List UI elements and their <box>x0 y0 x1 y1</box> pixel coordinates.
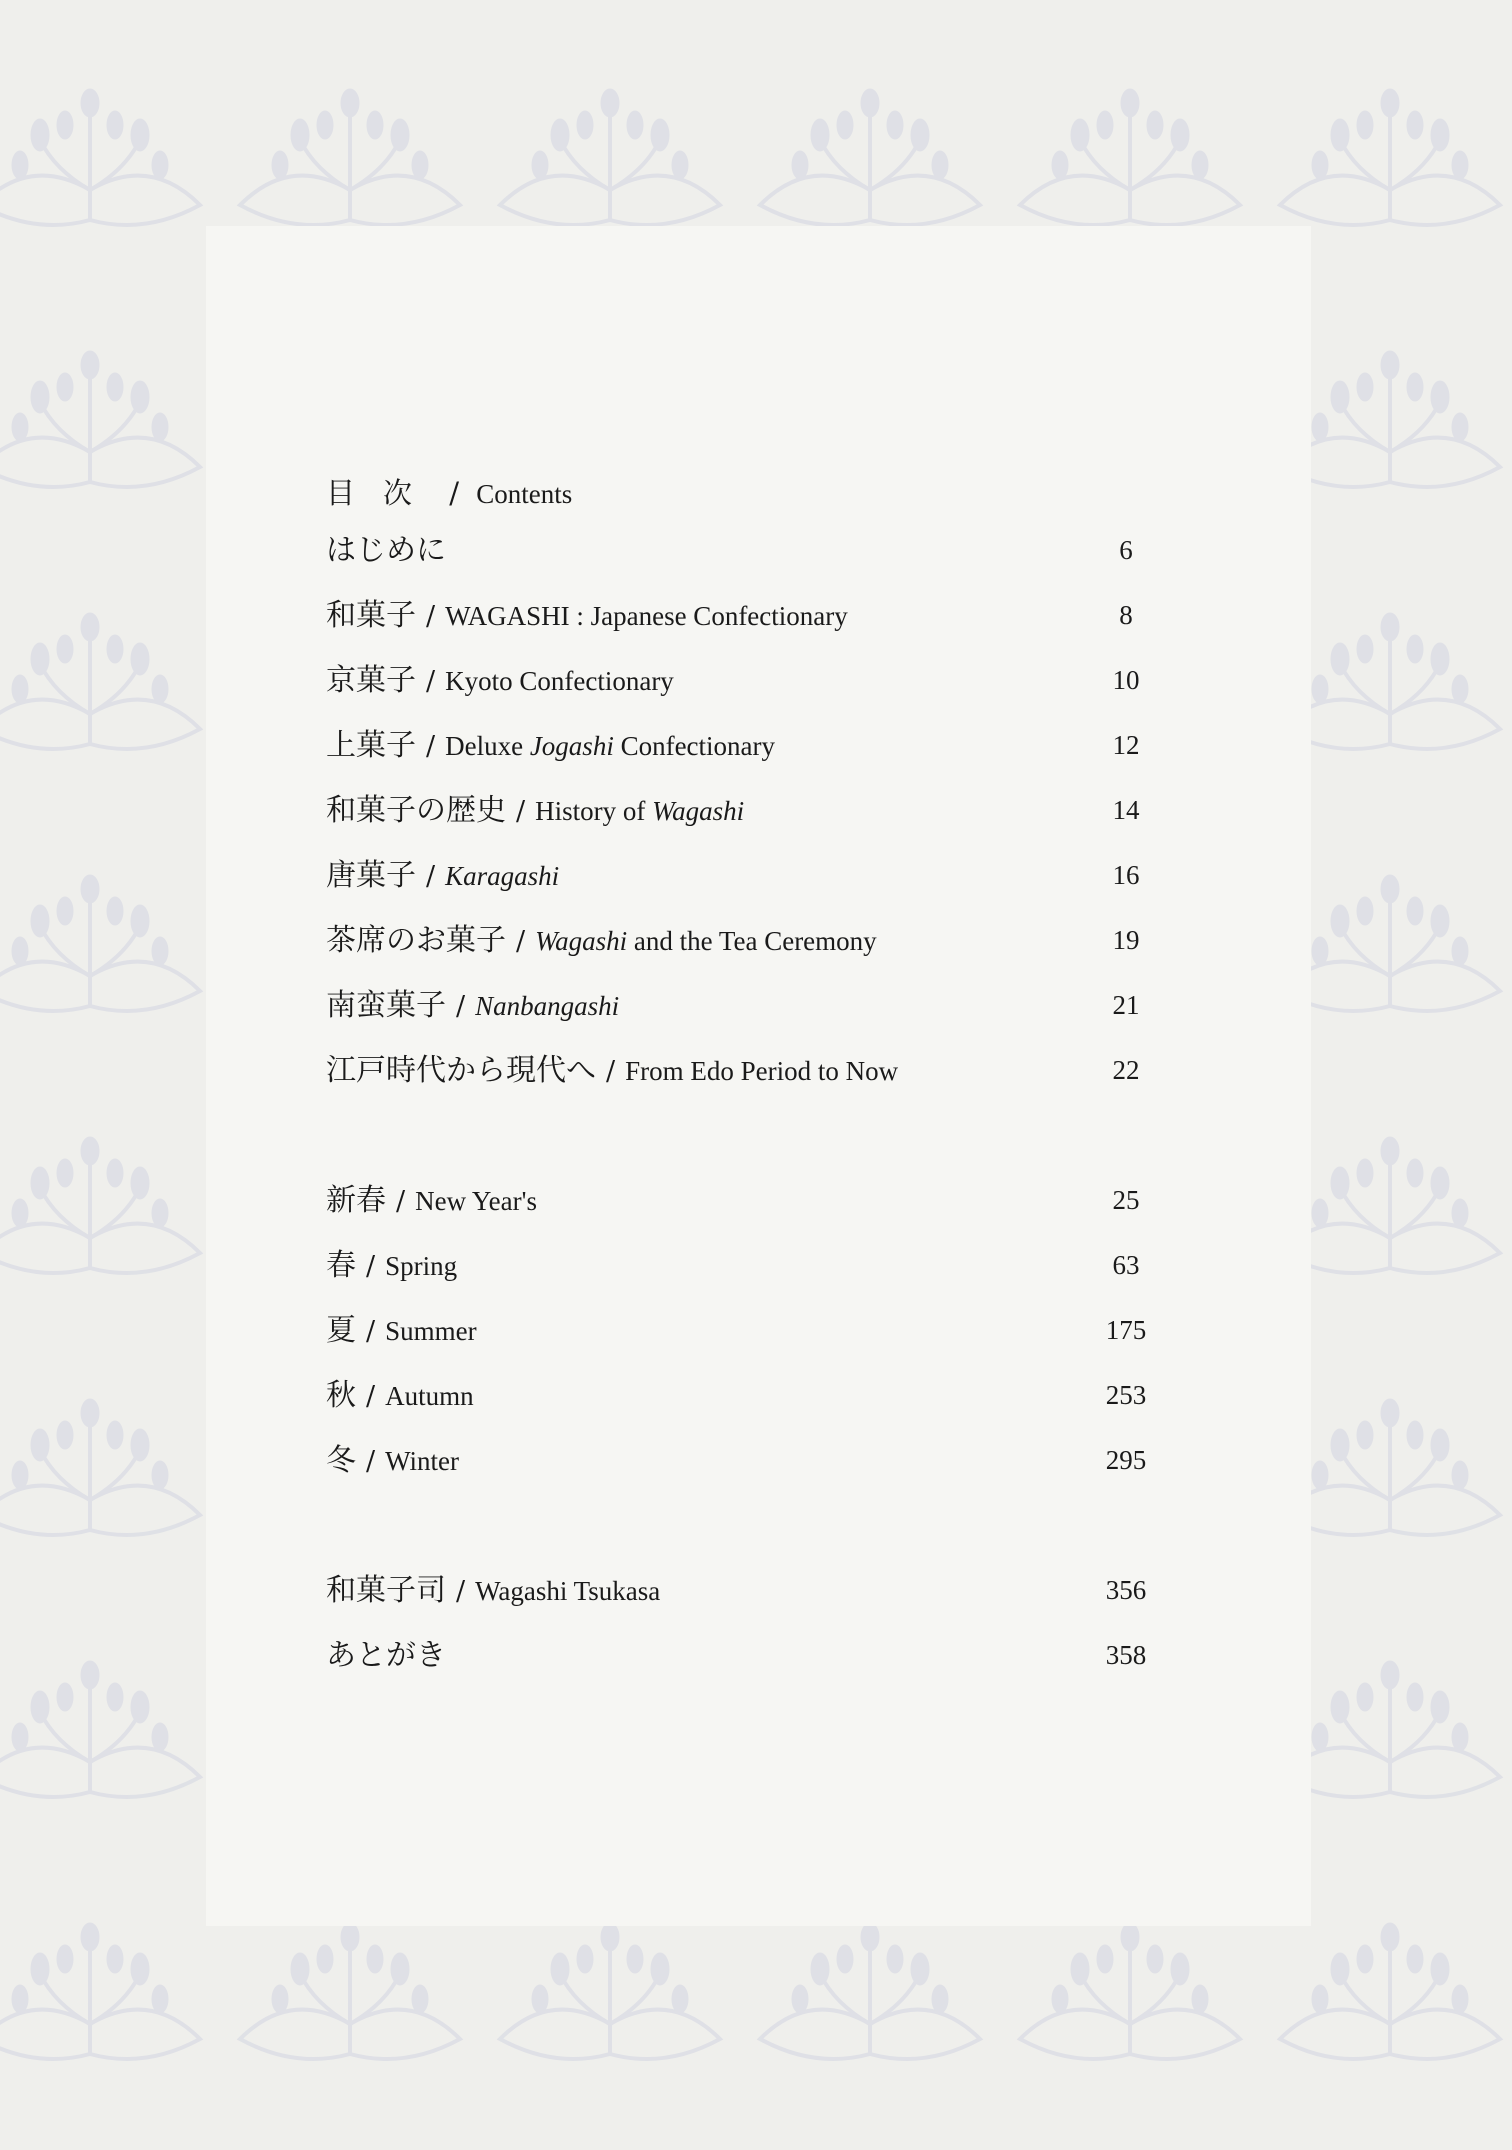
toc-entry-en <box>415 1186 537 1216</box>
toc-entry-page-number: 21 <box>1112 990 1140 1020</box>
toc-entry-title <box>326 1623 446 1688</box>
plant-fan-motif-icon <box>0 1923 200 2059</box>
toc-entry[interactable] <box>326 778 1186 843</box>
toc-entry-title <box>326 1298 477 1364</box>
toc-entry-title <box>326 843 559 909</box>
plant-fan-motif-icon <box>500 1923 720 2059</box>
toc-entry-title <box>326 713 775 779</box>
toc-entry[interactable] <box>326 1298 1186 1363</box>
toc-entry-jp: 唐菓子 <box>326 858 416 893</box>
toc-entry-jp: 秋 <box>326 1378 356 1413</box>
toc-entry-title <box>326 518 446 583</box>
toc-entry-separator: / <box>426 861 436 892</box>
toc-entry-separator: / <box>516 926 526 957</box>
toc-entry-jp: 江戸時代から現代へ <box>326 1053 596 1088</box>
plant-fan-motif-icon <box>1020 1923 1240 2059</box>
toc-entry-page-number: 175 <box>1105 1315 1147 1345</box>
toc-entry[interactable] <box>326 1038 1186 1103</box>
plant-fan-motif-icon <box>0 89 200 225</box>
toc-entry-en-italic: Karagashi <box>445 861 560 891</box>
toc-entry-page-number: 25 <box>1112 1185 1140 1215</box>
section-gap <box>326 1493 1186 1558</box>
toc-entry-separator: / <box>366 1316 376 1347</box>
toc-entry-jp: はじめに <box>326 533 446 568</box>
toc-entry-title <box>326 778 744 844</box>
toc-entry-title <box>326 973 619 1039</box>
plant-fan-motif-icon <box>760 1923 980 2059</box>
toc-entry[interactable] <box>326 1168 1186 1233</box>
plant-fan-motif-icon <box>1280 1923 1500 2059</box>
toc-entry-title <box>326 648 674 714</box>
toc-entry-en <box>445 731 775 761</box>
toc-entry-en-text: Confectionary <box>613 731 776 761</box>
toc-entry-en-italic: Wagashi <box>535 926 628 956</box>
toc-entry[interactable] <box>326 1428 1186 1493</box>
toc-entry-en-text: From Edo Period to Now <box>625 1056 899 1086</box>
toc-entry-jp: あとがき <box>326 1638 446 1673</box>
plant-fan-motif-icon <box>0 875 200 1011</box>
plant-fan-motif-icon <box>0 1137 200 1273</box>
toc-entry-en-text: and the Tea Ceremony <box>627 926 877 956</box>
toc-entry[interactable] <box>326 1363 1186 1428</box>
toc-entry-en-text: Kyoto Confectionary <box>445 666 674 696</box>
toc-entry-title <box>326 1038 898 1104</box>
toc-entry[interactable] <box>326 843 1186 908</box>
plant-fan-motif-icon <box>0 1661 200 1797</box>
toc-entry-page-number: 22 <box>1112 1055 1140 1085</box>
toc-entry-title <box>326 1168 537 1234</box>
toc-entry-separator: / <box>426 601 436 632</box>
toc-entry[interactable] <box>326 1233 1186 1298</box>
toc-entry-jp: 春 <box>326 1248 356 1283</box>
toc-entry-en <box>625 1056 898 1086</box>
toc-entry-jp: 上菓子 <box>326 728 416 763</box>
toc-entry[interactable] <box>326 583 1186 648</box>
toc-entry-page-number: 8 <box>1119 600 1133 630</box>
toc-entry-jp: 夏 <box>326 1313 356 1348</box>
section-gap <box>326 1103 1186 1168</box>
plant-fan-motif-icon <box>500 89 720 225</box>
plant-fan-motif-icon <box>240 89 460 225</box>
toc-entry-title <box>326 1558 660 1624</box>
toc-entry[interactable] <box>326 518 1186 583</box>
toc-entry-en-italic: Nanbangashi <box>475 991 620 1021</box>
toc-heading-separator: / <box>449 476 460 510</box>
toc-entry-en <box>475 991 619 1021</box>
toc-entry[interactable] <box>326 713 1186 778</box>
toc-entry-page-number: 10 <box>1112 665 1140 695</box>
toc-entry-separator: / <box>456 991 466 1022</box>
toc-entry-jp: 京菓子 <box>326 663 416 698</box>
toc-entry-page-number: 16 <box>1112 860 1140 890</box>
toc-entry-en <box>385 1251 457 1281</box>
plant-fan-motif-icon <box>1280 875 1500 1011</box>
toc-entry-jp: 和菓子の歴史 <box>326 793 506 828</box>
toc-entry-en-italic: Jogashi <box>529 731 614 761</box>
toc-entry[interactable] <box>326 1558 1186 1623</box>
toc-entry-jp: 和菓子司 <box>326 1573 446 1608</box>
toc-entry-separator: / <box>396 1186 406 1217</box>
toc-entry-jp: 和菓子 <box>326 598 416 633</box>
toc-entry-page-number: 6 <box>1119 535 1133 565</box>
toc-entry-en-text: New Year's <box>415 1186 537 1216</box>
toc-entry-page-number: 356 <box>1105 1575 1147 1605</box>
toc-entry[interactable] <box>326 1623 1186 1688</box>
toc-entry-en <box>445 666 674 696</box>
plant-fan-motif-icon <box>1020 89 1240 225</box>
toc-entry-en <box>535 926 877 956</box>
toc-entry-separator: / <box>426 731 436 762</box>
toc-body <box>326 518 1186 1688</box>
toc-entry-en <box>445 861 559 891</box>
toc-entry-separator: / <box>516 796 526 827</box>
toc-entry-page-number: 358 <box>1105 1640 1147 1670</box>
toc-entry-title <box>326 908 877 974</box>
plant-fan-motif-icon <box>1280 613 1500 749</box>
toc-entry-en <box>535 796 744 826</box>
toc-entry[interactable] <box>326 973 1186 1038</box>
toc-entry-en-text: WAGASHI : Japanese Confectionary <box>445 601 848 631</box>
toc-entry[interactable] <box>326 648 1186 713</box>
toc-entry-en <box>385 1446 459 1476</box>
plant-fan-motif-icon <box>760 89 980 225</box>
toc-entry[interactable] <box>326 908 1186 973</box>
toc-entry-page-number: 19 <box>1112 925 1140 955</box>
toc-entry-en-text: Wagashi Tsukasa <box>475 1576 661 1606</box>
toc-entry-en-text: History of <box>535 796 653 826</box>
toc-entry-en-text: Autumn <box>385 1381 474 1411</box>
toc-entry-en-text: Summer <box>385 1316 477 1346</box>
plant-fan-motif-icon <box>1280 1661 1500 1797</box>
plant-fan-motif-icon <box>0 351 200 487</box>
plant-fan-motif-icon <box>1280 351 1500 487</box>
plant-fan-motif-icon <box>240 1923 460 2059</box>
table-of-contents <box>326 468 1186 1688</box>
toc-entry-en <box>475 1576 660 1606</box>
toc-entry-title <box>326 1233 457 1299</box>
toc-heading <box>326 468 1186 518</box>
plant-fan-motif-icon <box>0 613 200 749</box>
toc-entry-en-text: Deluxe <box>445 731 530 761</box>
plant-fan-motif-icon <box>0 1399 200 1535</box>
toc-entry-separator: / <box>366 1446 376 1477</box>
toc-entry-page-number: 253 <box>1105 1380 1147 1410</box>
toc-entry-jp: 新春 <box>326 1183 386 1218</box>
toc-entry-en-text: Spring <box>385 1251 458 1281</box>
toc-entry-title <box>326 1363 474 1429</box>
toc-heading-en: Contents <box>476 479 573 509</box>
toc-entry-separator: / <box>456 1576 466 1607</box>
plant-fan-motif-icon <box>1280 89 1500 225</box>
toc-entry-jp: 冬 <box>326 1443 356 1478</box>
toc-entry-separator: / <box>366 1381 376 1412</box>
toc-entry-page-number: 295 <box>1105 1445 1147 1475</box>
toc-entry-title <box>326 583 848 649</box>
toc-entry-jp: 南蛮菓子 <box>326 988 446 1023</box>
toc-entry-en <box>445 601 848 631</box>
toc-entry-en-text: Winter <box>385 1446 459 1476</box>
toc-heading-jp: 目次 <box>326 476 441 510</box>
toc-entry-page-number: 14 <box>1112 795 1140 825</box>
toc-entry-en <box>385 1316 477 1346</box>
toc-entry-page-number: 12 <box>1112 730 1140 760</box>
toc-entry-jp: 茶席のお菓子 <box>326 923 506 958</box>
toc-entry-separator: / <box>366 1251 376 1282</box>
plant-fan-motif-icon <box>1280 1137 1500 1273</box>
toc-entry-en <box>385 1381 474 1411</box>
toc-entry-page-number: 63 <box>1112 1250 1140 1280</box>
toc-entry-title <box>326 1428 459 1494</box>
toc-entry-separator: / <box>426 666 436 697</box>
toc-entry-en-italic: Wagashi <box>652 796 745 826</box>
plant-fan-motif-icon <box>1280 1399 1500 1535</box>
toc-entry-separator: / <box>606 1056 616 1087</box>
